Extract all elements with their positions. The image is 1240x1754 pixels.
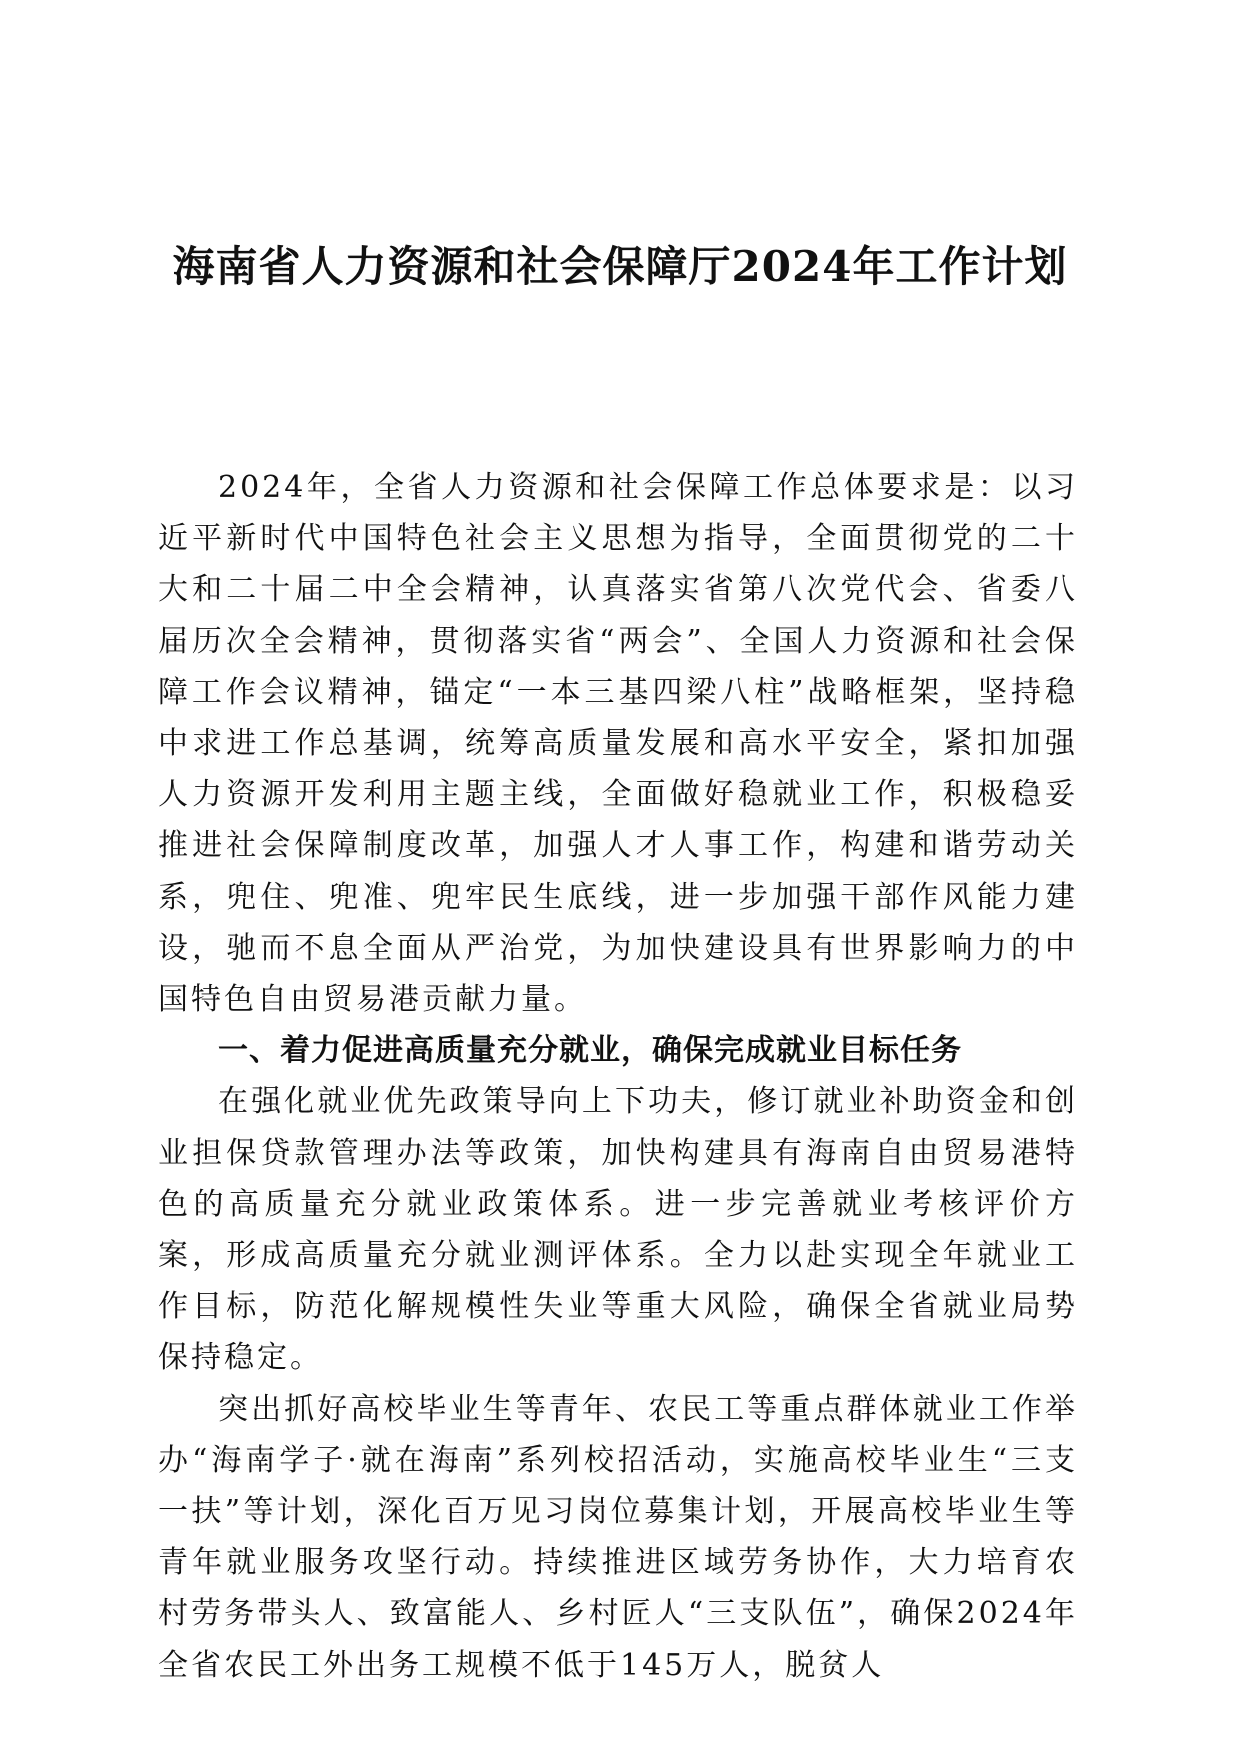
document-body xyxy=(158,462,1078,1691)
section-heading-1: 一、着力促进高质量充分就业，确保完成就业目标任务 xyxy=(218,1033,962,1069)
section-1-paragraph-1: 在强化就业优先政策导向上下功夫，修订就业补助资金和创业担保贷款管理办法等政策，加快构建具有海南自由贸易港特色的高质量充分就业政策体系。进一步完善就业考核评价方案，形成高质量充分就业测评体系。全力以赴实现全年就业工作目标，防范化解规模性失业等重大风险，确保全省就业局势保持稳定。 xyxy=(158,1084,1078,1376)
document-title: 海南省人力资源和社会保障厅2024年工作计划 xyxy=(172,242,1068,291)
section-1-paragraph-2: 突出抓好高校毕业生等青年、农民工等重点群体就业工作举办“海南学子·就在海南”系列校招活动，实施高校毕业生“三支一扶”等计划，深化百万见习岗位募集计划，开展高校毕业生等青年就业服务攻坚行动。持续推进区域劳务协作，大力培育农村劳务带头人、致富能人、乡村匠人“三支队伍”，确保2024年全省农民工外出务工规模不低于145万人，脱贫人 xyxy=(158,1391,1078,1683)
intro-paragraph: 2024年，全省人力资源和社会保障工作总体要求是：以习近平新时代中国特色社会主义思想为指导，全面贯彻党的二十大和二十届二中全会精神，认真落实省第八次党代会、省委八届历次全会精神，贯彻落实省“两会”、全国人力资源和社会保障工作会议精神，锚定“一本三基四梁八柱”战略框架，坚持稳中求进工作总基调，统筹高质量发展和高水平安全，紧扣加强人力资源开发利用主题主线，全面做好稳就业工作，积极稳妥推进社会保障制度改革，加强人才人事工作，构建和谐劳动关系，兜住、兜准、兜牢民生底线，进一步加强干部作风能力建设，驰而不息全面从严治党，为加快建设具有世界影响力的中国特色自由贸易港贡献力量。 xyxy=(158,470,1078,1018)
